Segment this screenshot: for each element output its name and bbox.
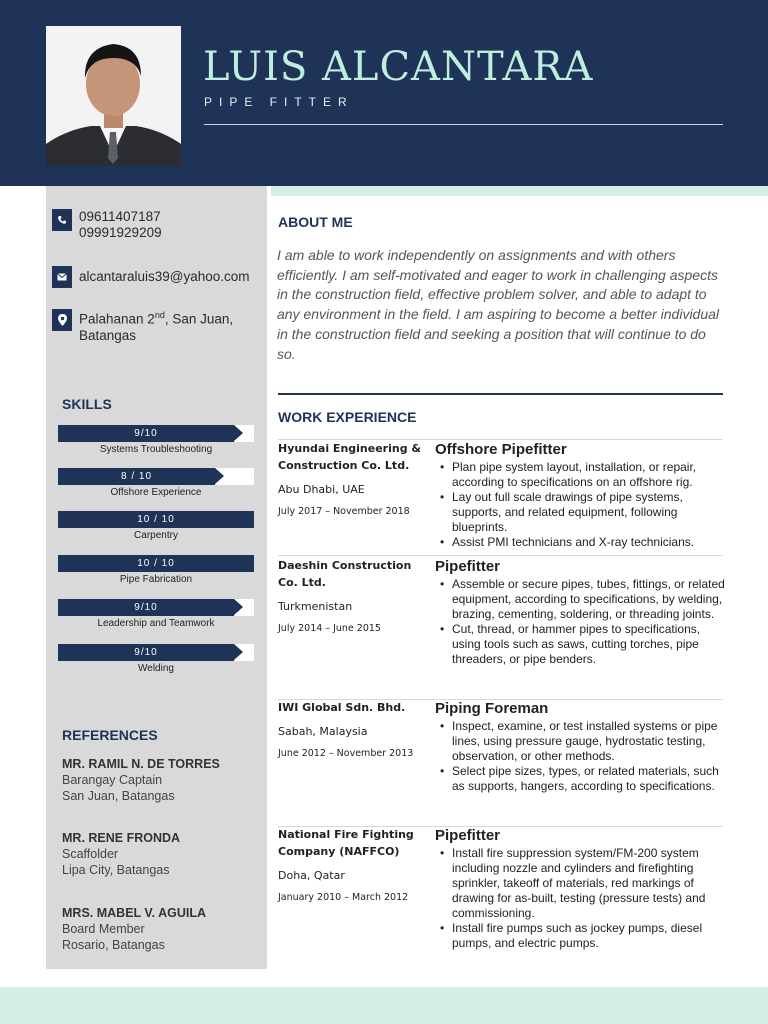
job-dates: July 2014 – June 2015 <box>278 623 381 634</box>
job-location: Abu Dhabi, UAE <box>278 483 365 496</box>
about-text: I am able to work independently on assignments and with others efficiently. I am self-motivated and eager to work in challenging aspects in the construction field, effective problem solver, and able to adapt to any environment in the field. I am aspiring to become a better individual in the construction field and seeking a position that will continue to do so. <box>277 247 720 362</box>
job-dates: July 2017 – November 2018 <box>278 506 410 517</box>
reference-location: San Juan, Batangas <box>62 789 175 803</box>
skill-item <box>58 511 254 541</box>
job-duties <box>435 460 725 550</box>
header-divider <box>204 124 723 125</box>
references-heading: REFERENCES <box>62 727 158 743</box>
job-meta <box>278 699 423 759</box>
skill-score: 9/10 <box>134 602 158 613</box>
job-duties <box>435 577 725 667</box>
reference-location: Lipa City, Batangas <box>62 863 170 877</box>
contact-address <box>52 307 233 344</box>
job-company: IWI Global Sdn. Bhd. <box>278 701 406 714</box>
address-line-1: Palahanan 2nd, San Juan, <box>79 310 234 327</box>
reference-role: Barangay Captain <box>62 773 163 787</box>
skill-item <box>58 425 254 455</box>
job-location: Doha, Qatar <box>278 869 345 882</box>
skill-bar <box>58 599 254 616</box>
accent-strip <box>271 186 768 196</box>
job-duties <box>435 846 725 951</box>
skill-bar <box>58 468 254 485</box>
envelope-icon <box>52 266 72 288</box>
skill-item <box>58 468 254 498</box>
person-name: LUIS ALCANTARA <box>203 44 594 90</box>
skill-bar-arrow <box>234 425 243 441</box>
job-duty: • Assemble or secure pipes, tubes, fittings, or related equipment, according to specifications, by welding, brazing, cementing, soldering, or threading joints. <box>435 577 725 622</box>
skill-label: Leadership and Teamwork <box>97 618 215 629</box>
skill-score: 8 / 10 <box>120 471 153 482</box>
phone-number-1: 09611407187 <box>79 209 161 224</box>
job-role-title: Pipefitter <box>435 558 501 575</box>
job-details <box>435 441 725 550</box>
skill-label: Offshore Experience <box>110 487 202 498</box>
job-details <box>435 700 725 794</box>
job-meta <box>278 826 423 903</box>
reference-name: MRS. MABEL V. AGUILA <box>62 906 206 920</box>
skill-bar-arrow <box>215 468 224 484</box>
job-duty: • Install fire pumps such as jockey pumps, diesel pumps, and electric pumps. <box>435 921 725 951</box>
skill-label: Welding <box>138 663 174 674</box>
section-divider <box>278 393 723 395</box>
job-duty: • Lay out full scale drawings of pipe systems, supports, and related equipment, following blueprints. <box>435 490 725 535</box>
skill-bar-arrow <box>234 644 243 660</box>
contact-email <box>52 266 250 288</box>
skill-score: 9/10 <box>134 647 158 658</box>
job-meta <box>278 557 423 634</box>
skill-score: 10 / 10 <box>137 514 175 525</box>
skill-label: Carpentry <box>134 530 178 541</box>
job-dates: June 2012 – November 2013 <box>278 748 414 759</box>
job-company: National Fire Fighting Company (NAFFCO) <box>278 828 414 858</box>
contact-phone <box>52 209 162 241</box>
skill-bar <box>58 511 254 528</box>
reference-item <box>62 831 180 878</box>
footer-strip <box>0 987 768 1024</box>
job-divider <box>278 555 723 556</box>
about-heading: ABOUT ME <box>278 214 353 230</box>
skill-bar <box>58 555 254 572</box>
job-dates: January 2010 – March 2012 <box>278 892 409 903</box>
phone-icon <box>52 209 72 231</box>
job-title: PIPE FITTER <box>204 95 354 109</box>
profile-photo <box>46 26 181 166</box>
reference-item <box>62 906 206 953</box>
skill-bar <box>58 425 254 442</box>
reference-item <box>62 757 220 804</box>
reference-name: MR. RENE FRONDA <box>62 831 181 845</box>
job-duty: • Select pipe sizes, types, or related materials, such as supports, hangers, according to specifications. <box>435 764 725 794</box>
job-location: Sabah, Malaysia <box>278 725 368 738</box>
skills-heading: SKILLS <box>62 396 112 412</box>
job-company: Daeshin Construction Co. Ltd. <box>278 559 412 589</box>
job-duty: • Assist PMI technicians and X-ray technicians. <box>435 535 725 550</box>
reference-location: Rosario, Batangas <box>62 938 165 952</box>
phone-number-2: 09991929209 <box>79 225 162 240</box>
job-role-title: Piping Foreman <box>435 700 549 717</box>
job-duty: • Inspect, examine, or test installed systems or pipe lines, using pressure gauge, hydrostatic testing, observation, or other methods. <box>435 719 725 764</box>
work-experience-heading: WORK EXPERIENCE <box>278 409 417 425</box>
job-duty: • Plan pipe system layout, installation, or repair, according to specifications on an offshore rig. <box>435 460 725 490</box>
job-duty: • Install fire suppression system/FM-200 system including nozzle and cylinders and firefighting sprinkler, takeoff of materials, red markings of drawing for as-built, testing (pressure tests) and commissioning. <box>435 846 725 921</box>
job-role-title: Pipefitter <box>435 827 501 844</box>
skill-item <box>58 644 254 674</box>
location-pin-icon <box>52 309 72 331</box>
skill-label: Systems Troubleshooting <box>99 444 213 455</box>
reference-role: Scaffolder <box>62 847 119 861</box>
job-company: Hyundai Engineering & Construction Co. Ltd. <box>278 442 421 472</box>
skill-bar-arrow <box>234 599 243 615</box>
reference-name: MR. RAMIL N. DE TORRES <box>62 757 220 771</box>
skill-bar <box>58 644 254 661</box>
reference-role: Board Member <box>62 922 145 936</box>
skill-item <box>58 555 254 585</box>
job-location: Turkmenistan <box>278 600 353 613</box>
job-details <box>435 827 725 951</box>
skill-label: Pipe Fabrication <box>119 574 193 585</box>
job-role-title: Offshore Pipefitter <box>435 441 567 458</box>
job-details <box>435 558 725 667</box>
job-meta <box>278 440 423 517</box>
job-duty: • Cut, thread, or hammer pipes to specifications, using tools such as saws, cutting torches, pipe threaders, or pipe benders. <box>435 622 725 667</box>
skill-score: 10 / 10 <box>137 558 175 569</box>
address-line-2: Batangas <box>79 327 137 343</box>
skill-item <box>58 599 254 629</box>
job-duties <box>435 719 725 794</box>
email-address: alcantaraluis39@yahoo.com <box>79 269 250 284</box>
skill-score: 9/10 <box>134 428 158 439</box>
